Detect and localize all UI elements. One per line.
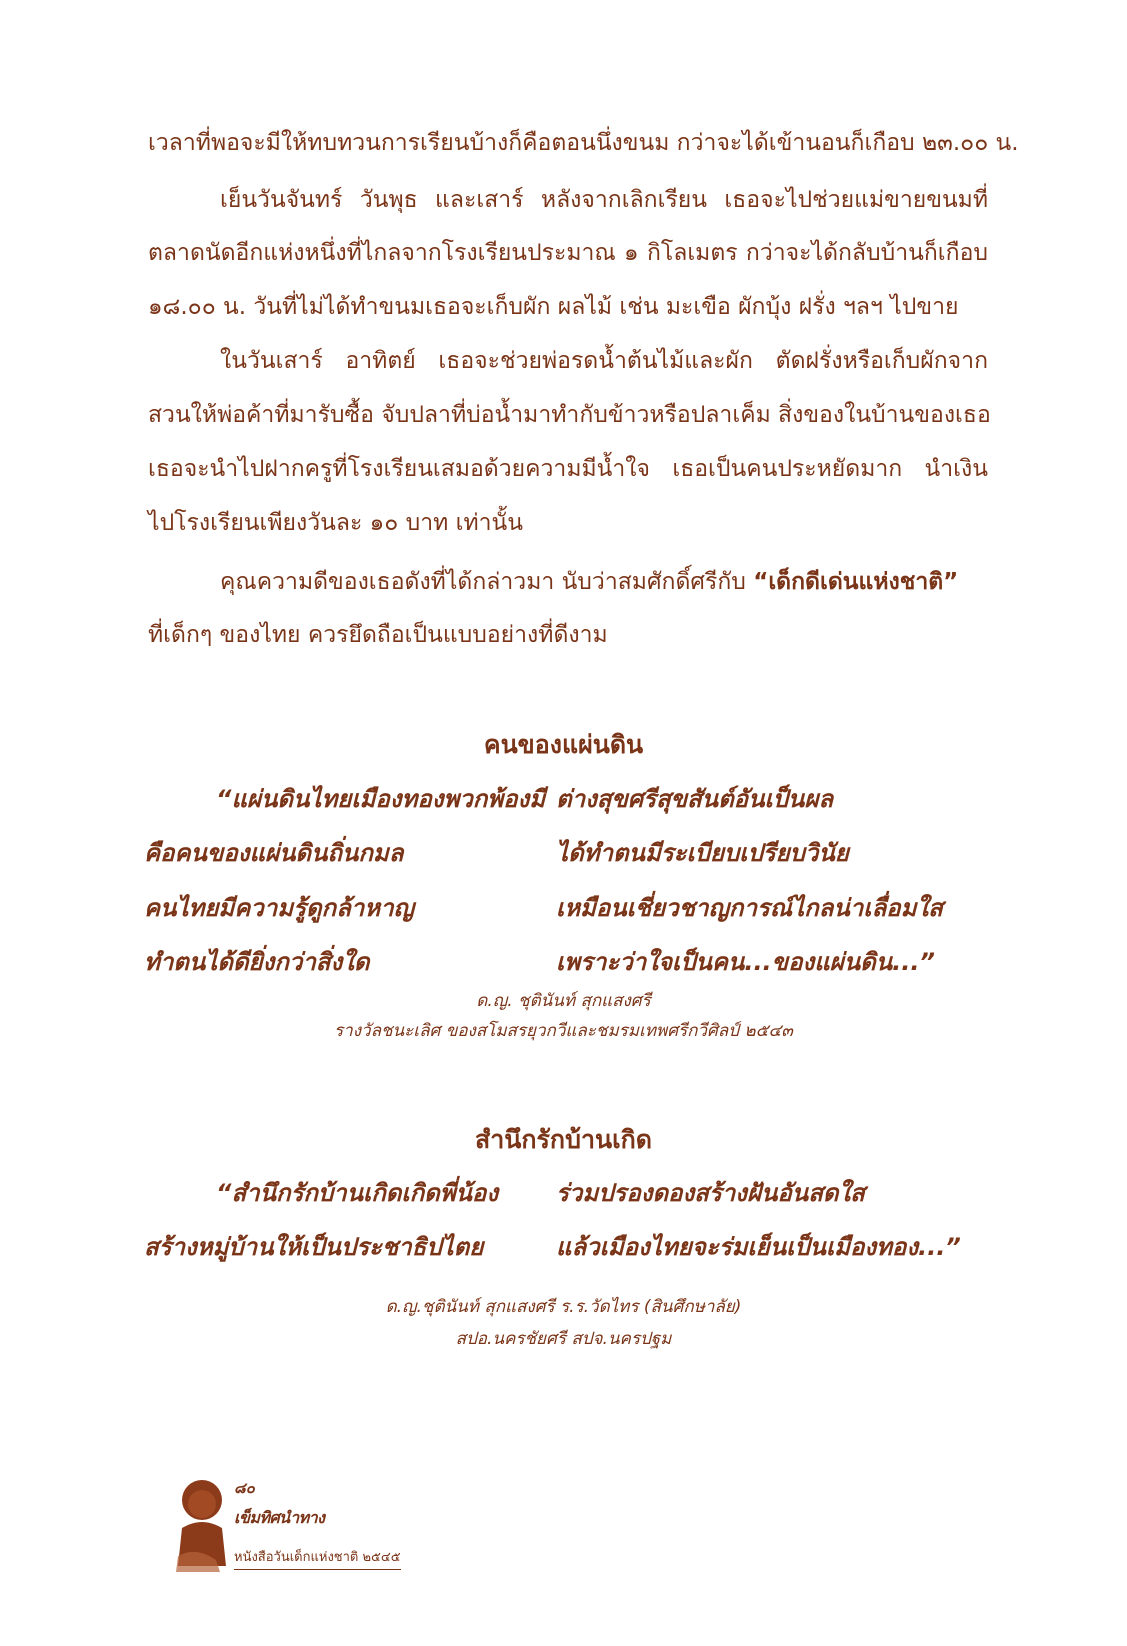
body-line-3: ตลาดนัดอีกแห่งหนึ่งที่ไกลจากโรงเรียนประมาณ ๑ กิโลเมตร กว่าจะได้กลับบ้านก็เกือบ bbox=[148, 240, 988, 266]
page-footer bbox=[176, 1476, 476, 1576]
poem2-verse-left-1: “สำนึกรักบ้านเกิดเกิดพี่น้อง bbox=[216, 1179, 499, 1207]
body-line-9 bbox=[220, 565, 988, 599]
poem1-award: รางวัลชนะเลิศ ของสโมสรยุวกวีและชมรมเทพศรีกวีศิลป์ ๒๕๔๓ bbox=[334, 1021, 793, 1041]
body-line-2: เย็นวันจันทร์ วันพุธ และเสาร์ หลังจากเลิกเรียน เธอจะไปช่วยแม่ขายขนมที่ bbox=[220, 187, 988, 213]
poem1-verse-right-2: ได้ทำตนมีระเบียบเปรียบวินัย bbox=[556, 839, 849, 867]
poem1-verse-left-3: คนไทยมีความรู้ดูกล้าหาญ bbox=[144, 894, 414, 922]
poem1-verse-left-2: คือคนของแผ่นดินถิ่นกมล bbox=[144, 839, 404, 867]
award-name: “เด็กดีเด่นแห่งชาติ” bbox=[753, 569, 959, 595]
poem2-author: ด.ญ.ชุตินันท์ สุกแสงศรี ร.ร.วัดไทร (สินศึกษาลัย) bbox=[385, 1297, 742, 1317]
body-line-6: สวนให้พ่อค้าที่มารับซื้อ จับปลาที่บ่อน้ำมาทำกับข้าวหรือปลาเค็ม สิ่งของในบ้านของเธอ bbox=[148, 402, 991, 428]
poem2-verse-right-1: ร่วมปรองดองสร้างฝันอันสดใส bbox=[556, 1179, 865, 1207]
poem1-verse-right-1: ต่างสุขศรีสุขสันต์อันเป็นผล bbox=[556, 785, 834, 813]
body-line-1: เวลาที่พอจะมีให้ทบทวนการเรียนบ้างก็คือตอนนึ่งขนม กว่าจะได้เข้านอนก็เกือบ ๒๓.๐๐ น. bbox=[148, 130, 1019, 156]
poem1-author: ด.ญ. ชุตินันท์ สุกแสงศรี bbox=[476, 991, 651, 1011]
poem2-school: สปอ.นครชัยศรี สปจ.นครปฐม bbox=[455, 1329, 672, 1349]
body-line-8: ไปโรงเรียนเพียงวันละ ๑๐ บาท เท่านั้น bbox=[148, 510, 523, 536]
page-number: ๘๐ bbox=[234, 1479, 255, 1497]
body-line-5: ในวันเสาร์ อาทิตย์ เธอจะช่วยพ่อรดน้ำต้นไม้และผัก ตัดฝรั่งหรือเก็บผักจาก bbox=[220, 348, 988, 374]
footer-brand: เข็มทิศนำทาง bbox=[234, 1508, 325, 1527]
poem2-verse-right-2: แล้วเมืองไทยจะร่มเย็นเป็นเมืองทอง...” bbox=[556, 1233, 961, 1261]
poem1-verse-right-4: เพราะว่าใจเป็นคน...ของแผ่นดิน...” bbox=[556, 948, 935, 976]
poem1-verse-left-4: ทำตนได้ดียิ่งกว่าสิ่งใด bbox=[144, 948, 370, 976]
footer-book-title: หนังสือวันเด็กแห่งชาติ ๒๕๔๕ bbox=[234, 1546, 401, 1570]
poem1-verse-left-1: “แผ่นดินไทยเมืองทองพวกพ้องมี bbox=[216, 785, 546, 813]
body-line-4: ๑๘.๐๐ น. วันที่ไม่ได้ทำขนมเธอจะเก็บผัก ผลไม้ เช่น มะเขือ ผักบุ้ง ฝรั่ง ฯลฯ ไปขาย bbox=[148, 294, 959, 320]
poem1-verse-right-3: เหมือนเชี่ยวชาญการณ์ไกลน่าเลื่อมใส bbox=[556, 894, 943, 922]
child-photo-icon bbox=[176, 1476, 236, 1572]
poem2-verse-left-2: สร้างหมู่บ้านให้เป็นประชาธิปไตย bbox=[144, 1233, 484, 1261]
body-line-7: เธอจะนำไปฝากครูที่โรงเรียนเสมอด้วยความมีน้ำใจ เธอเป็นคนประหยัดมาก นำเงิน bbox=[148, 456, 988, 482]
poem2-title: สำนึกรักบ้านเกิด bbox=[474, 1125, 652, 1154]
poem1-title: คนของแผ่นดิน bbox=[483, 730, 644, 759]
body-line-10: ที่เด็กๆ ของไทย ควรยึดถือเป็นแบบอย่างที่ดีงาม bbox=[148, 622, 608, 648]
body-line-9-text: คุณความดีของเธอดังที่ได้กล่าวมา นับว่าสมศักดิ์ศรีกับ bbox=[220, 569, 746, 595]
